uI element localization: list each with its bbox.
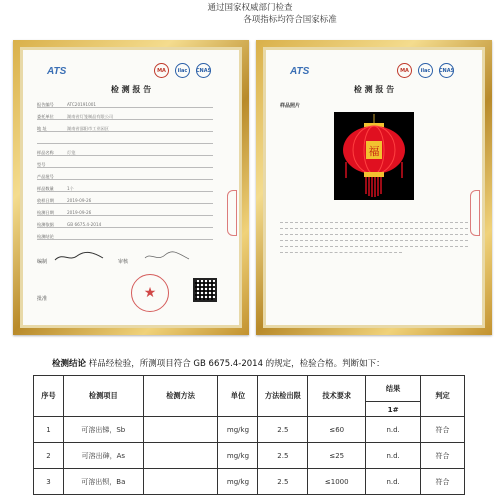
cell-result: n.d. bbox=[366, 417, 421, 443]
report-field-row bbox=[37, 174, 213, 180]
table-row bbox=[34, 417, 465, 443]
cell-verdict: 符合 bbox=[421, 417, 465, 443]
report-field-row bbox=[37, 210, 213, 216]
sample-photo-label: 样品照片 bbox=[280, 103, 301, 109]
report-field-row bbox=[37, 114, 213, 120]
qr-code-icon bbox=[193, 278, 217, 302]
red-lantern-icon bbox=[334, 112, 414, 200]
red-stamp-icon: ★ bbox=[131, 274, 169, 312]
col-header-item: 检测项目 bbox=[63, 376, 143, 417]
report-field-value: 灯笼 bbox=[67, 150, 76, 155]
report-field-row bbox=[37, 150, 213, 156]
fine-print-line bbox=[280, 244, 468, 247]
table-header-row bbox=[34, 376, 465, 402]
results-section bbox=[0, 343, 500, 500]
results-table bbox=[33, 375, 465, 495]
cell-unit: mg/kg bbox=[218, 469, 258, 495]
lantern-character: 福 bbox=[368, 145, 380, 158]
accreditation-logos bbox=[154, 63, 211, 78]
report-field-value: 2019-09-26 bbox=[67, 198, 92, 203]
cell-requirement: ≤1000 bbox=[308, 469, 366, 495]
fine-print-line bbox=[280, 220, 468, 223]
col-header-requirement: 技术要求 bbox=[308, 376, 366, 417]
conclusion-label: 检测结论 bbox=[52, 359, 87, 369]
table-row bbox=[34, 469, 465, 495]
cell-verdict: 符合 bbox=[421, 443, 465, 469]
fine-print-line bbox=[280, 238, 468, 241]
cma-logo-icon: MA bbox=[397, 63, 412, 78]
col-header-method: 检测方法 bbox=[143, 376, 218, 417]
col-header-verdict: 判定 bbox=[421, 376, 465, 417]
cell-limit: 2.5 bbox=[258, 469, 308, 495]
cell-item: 可溶出钡，Ba bbox=[63, 469, 143, 495]
report-field-value: GB 6675.4-2014 bbox=[67, 222, 102, 227]
cell-no: 1 bbox=[34, 417, 64, 443]
cell-unit: mg/kg bbox=[218, 443, 258, 469]
report-field-row bbox=[37, 162, 213, 168]
report-field-row bbox=[37, 102, 213, 108]
report-field-key: 检测结论 bbox=[37, 234, 54, 239]
conclusion-text: 样品经检验，所测项目符合 GB 6675.4-2014 的规定，检验合格。判断如下： bbox=[88, 359, 385, 369]
left-report-paper bbox=[23, 50, 239, 325]
cell-requirement: ≤60 bbox=[308, 417, 366, 443]
col-subheader-sample: 1# bbox=[366, 402, 421, 417]
signature-review: 审核 bbox=[118, 259, 129, 265]
header-line-1: 通过国家权威部门检查 bbox=[207, 3, 293, 13]
cell-verdict: 符合 bbox=[421, 469, 465, 495]
cell-result: n.d. bbox=[366, 443, 421, 469]
col-header-result: 结果 bbox=[366, 376, 421, 402]
report-field-key: 地 址 bbox=[37, 126, 47, 131]
report-field-value: 1个 bbox=[67, 186, 74, 191]
report-field-value: 2019-09-26 bbox=[67, 210, 92, 215]
report-field-row bbox=[37, 126, 213, 132]
sample-photo bbox=[334, 112, 414, 200]
cell-result: n.d. bbox=[366, 469, 421, 495]
report-field-key: 检测依据 bbox=[37, 222, 54, 227]
conclusion-line bbox=[52, 357, 385, 369]
cell-unit: mg/kg bbox=[218, 417, 258, 443]
report-field-key: 样品数量 bbox=[37, 186, 54, 191]
accreditation-logos bbox=[397, 63, 454, 78]
report-field-key: 检测日期 bbox=[37, 210, 54, 215]
side-seal-icon bbox=[227, 190, 237, 236]
ilac-logo-icon: ilac bbox=[418, 63, 433, 78]
fine-print-line bbox=[280, 232, 468, 235]
col-header-limit: 方法检出限 bbox=[258, 376, 308, 417]
left-report-frame bbox=[13, 40, 249, 335]
col-header-unit: 单位 bbox=[218, 376, 258, 417]
right-report-paper bbox=[266, 50, 482, 325]
report-field-key: 收样日期 bbox=[37, 198, 54, 203]
header-line-2: 各项指标均符合国家标准 bbox=[243, 15, 337, 25]
report-field-value: 湖南省灯笼制品有限公司 bbox=[67, 114, 114, 119]
cell-item: 可溶出砷，As bbox=[63, 443, 143, 469]
report-field-value: 湖南省邵阳市工业园区 bbox=[67, 126, 109, 131]
cell-limit: 2.5 bbox=[258, 443, 308, 469]
side-seal-icon bbox=[470, 190, 480, 236]
right-report-frame bbox=[256, 40, 492, 335]
cell-item: 可溶出锑，Sb bbox=[63, 417, 143, 443]
report-field-key: 报告编号 bbox=[37, 102, 54, 107]
handwritten-signature-1 bbox=[53, 250, 113, 264]
report-title: 检 测 报 告 bbox=[110, 85, 152, 94]
report-field-value: ATC20191001 bbox=[67, 102, 97, 107]
ats-logo: ATS bbox=[47, 66, 67, 77]
report-field-key: 委托单位 bbox=[37, 114, 54, 119]
report-title: 检 测 报 告 bbox=[353, 85, 395, 94]
report-field-key: 样品名称 bbox=[37, 150, 54, 155]
col-header-no: 序号 bbox=[34, 376, 64, 417]
report-field-row bbox=[37, 222, 213, 228]
cnas-logo-icon: CNAS bbox=[439, 63, 454, 78]
signature-approve: 批准 bbox=[37, 296, 48, 302]
report-field-key: 产品批号 bbox=[37, 174, 54, 179]
cell-requirement: ≤25 bbox=[308, 443, 366, 469]
results-body bbox=[34, 417, 465, 495]
cnas-logo-icon: CNAS bbox=[196, 63, 211, 78]
report-field-key: 型号 bbox=[37, 162, 46, 167]
cma-logo-icon: MA bbox=[154, 63, 169, 78]
ilac-logo-icon: ilac bbox=[175, 63, 190, 78]
cell-method bbox=[143, 443, 218, 469]
cell-method bbox=[143, 469, 218, 495]
cell-limit: 2.5 bbox=[258, 417, 308, 443]
table-row bbox=[34, 443, 465, 469]
fine-print-line bbox=[280, 226, 468, 229]
fine-print-line bbox=[280, 250, 402, 253]
signature-edit: 编制 bbox=[37, 259, 48, 265]
handwritten-signature-2 bbox=[143, 250, 193, 264]
cell-no: 3 bbox=[34, 469, 64, 495]
cell-no: 2 bbox=[34, 443, 64, 469]
cell-method bbox=[143, 417, 218, 443]
report-field-row bbox=[37, 138, 213, 144]
report-field-row bbox=[37, 186, 213, 192]
report-field-row bbox=[37, 198, 213, 204]
report-field-row bbox=[37, 234, 213, 240]
ats-logo: ATS bbox=[290, 66, 310, 77]
